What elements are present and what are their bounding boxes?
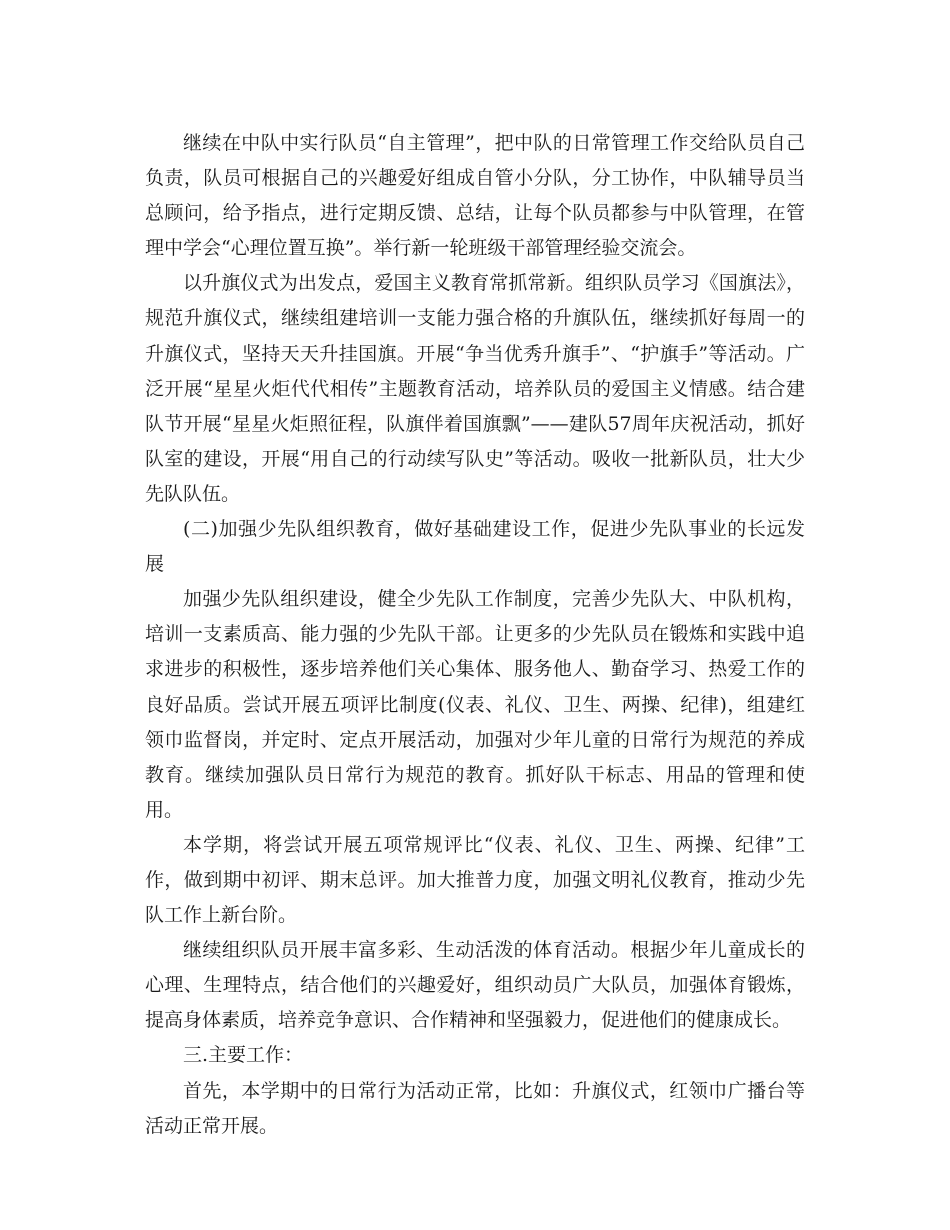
paragraph-five-item-evaluation: 本学期，将尝试开展五项常规评比“仪表、礼仪、卫生、两操、纪律”工作，做到期中初评、期末总评。加大推普力度，加强文明礼仪教育，推动少先队工作上新台阶。	[145, 833, 805, 927]
section-heading-main-work: 三.主要工作：	[183, 1044, 304, 1067]
paragraph-self-management: 继续在中队中实行队员“自主管理”，把中队的日常管理工作交给队员自己负责，队员可根据自己的兴趣爱好组成自管小分队，分工协作，中队辅导员当总顾问，给予指点，进行定期反馈、总结，让每个队员都参与中队管理，在管理中学会“心理位置互换”。举行新一轮班级干部管理经验交流会。	[145, 132, 805, 260]
paragraph-sports-activities: 继续组织队员开展丰富多彩、生动活泼的体育活动。根据少年儿童成长的心理、生理特点，结合他们的兴趣爱好，组织动员广大队员，加强体育锻炼，提高身体素质，培养竞争意识、合作精神和坚强毅力，促进他们的健康成长。	[145, 939, 805, 1032]
paragraph-organization-building: 加强少先队组织建设，健全少先队工作制度，完善少先队大、中队机构，培训一支素质高、能力强的少先队干部。让更多的少先队员在锻炼和实践中追求进步的积极性，逐步培养他们关心集体、服务他人、勤奋学习、热爱工作的良好品质。尝试开展五项评比制度(仪表、礼仪、卫生、两操、纪律)，组建红领巾监督岗，并定时、定点开展活动，加强对少年儿童的日常行为规范的养成教育。继续加强队员日常行为规范的教育。抓好队干标志、用品的管理和使用。	[145, 588, 805, 821]
section-heading-organization: (二)加强少先队组织教育，做好基础建设工作，促进少先队事业的长远发展	[145, 518, 805, 576]
document-body	[145, 126, 805, 1144]
paragraph-flag-raising: 以升旗仪式为出发点，爱国主义教育常抓常新。组织队员学习《国旗法》，规范升旗仪式，继续组建培训一支能力强合格的升旗队伍，继续抓好每周一的升旗仪式，坚持天天升挂国旗。开展“争当优秀升旗手”、“护旗手”等活动。广泛开展“星星火炬代代相传”主题教育活动，培养队员的爱国主义情感。结合建队节开展“星星火炬照征程，队旗伴着国旗飘”——建队57周年庆祝活动，抓好队室的建设，开展“用自己的行动续写队史”等活动。吸收一批新队员，壮大少先队队伍。	[145, 272, 805, 505]
paragraph-daily-activities: 首先，本学期中的日常行为活动正常，比如：升旗仪式，红领巾广播台等活动正常开展。	[145, 1079, 805, 1137]
